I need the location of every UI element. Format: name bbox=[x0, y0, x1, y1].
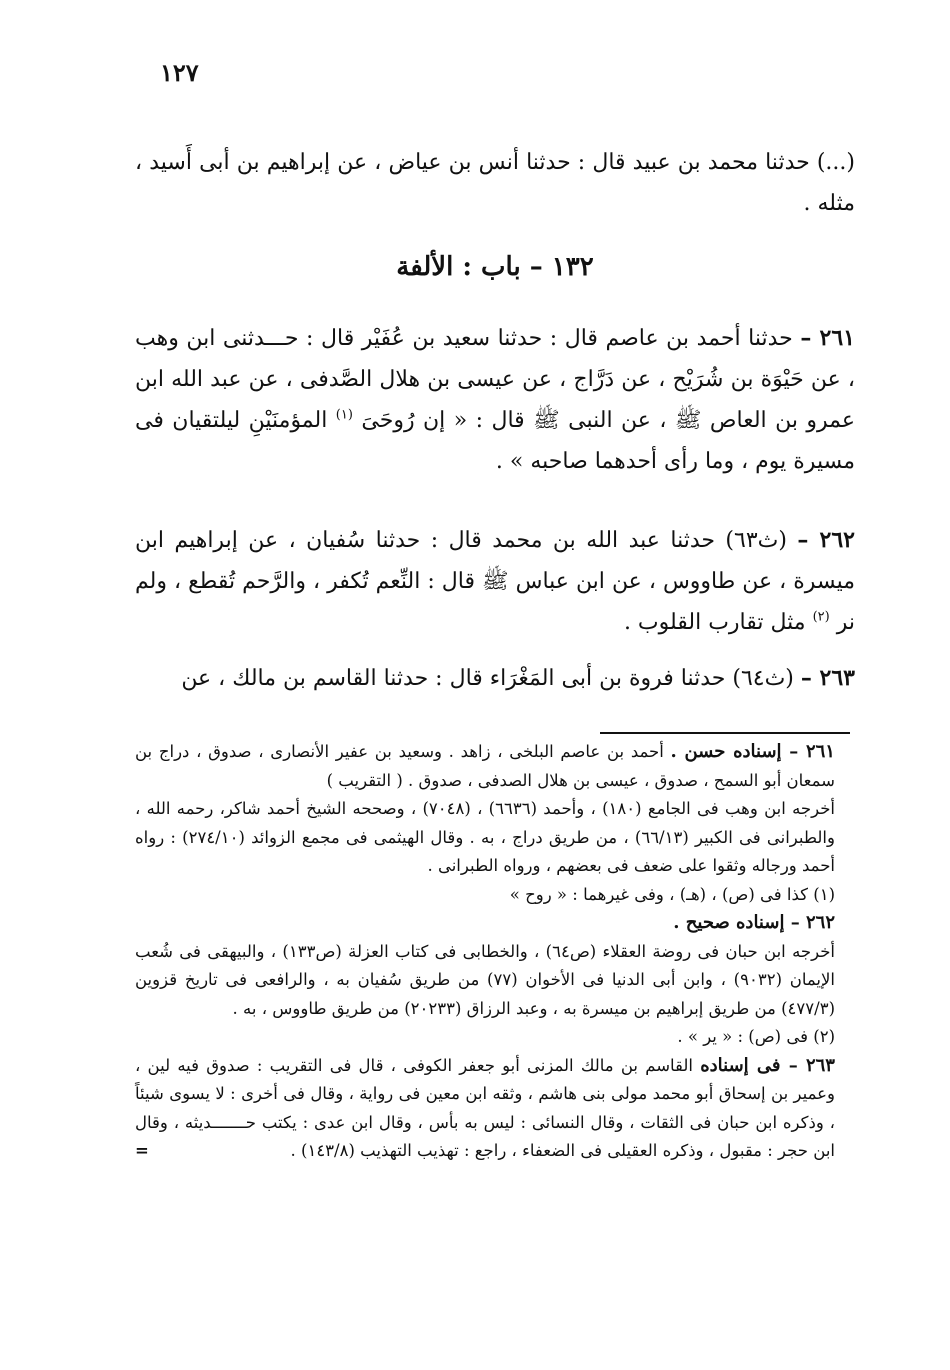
footnote-marker: (٢) bbox=[812, 609, 830, 625]
footnote-marker: (١) bbox=[335, 407, 353, 423]
footnotes bbox=[135, 738, 855, 1166]
hadith-263 bbox=[135, 658, 855, 699]
note-text: أحمد بن عاصم البلخى ، زاهد . وسعيد بن عفير الأنصارى ، صدوق ، دراج بن سمعان أبو السمح ، صدوق ، عيسى بن هلال الصدفى ، صدوق . ( التقريب ) bbox=[135, 742, 835, 790]
continuation-mark: = bbox=[135, 1141, 149, 1160]
note-263 bbox=[135, 1052, 855, 1166]
hadith-number: ٢٦١ – bbox=[800, 325, 855, 351]
hadith-text: (ث٦٤) حدثنا فروة بن أبى المَغْرَاء قال : حدثنا القاسم بن مالك ، عن bbox=[181, 666, 801, 691]
hadith-text: مثل تقارب القلوب . bbox=[623, 610, 813, 635]
note-262-takhrij: أخرجه ابن حبان فى روضة العقلاء (ص٦٤) ، والخطابى فى كتاب العزلة (ص١٣٣) ، والبيهقى فى شُعب الإيمان (٩٠٣٢) ، وابن أبى الدنيا فى الأخوان (٧٧) من طريق سُفيان به ، والرافعى فى تاريخ قزوين (٤٧٧/٣) من طريق إبراهيم بن ميسرة به ، وعبد الرزاق (٢٠٢٣٣) من طريق طاووس ، به . bbox=[135, 941, 835, 1018]
hadith-text: (ث٦٣) حدثنا عبد الله بن محمد قال : حدثنا سُفيان ، عن إبراهيم ابن ميسرة ، عن طاووس ، عن ابن عباس ﷺ قال : النِّعم تُكفر ، والرَّحم تُقطع ، ولم نر bbox=[135, 528, 855, 635]
page-number: ١٢٧ bbox=[160, 58, 199, 87]
footnote-divider bbox=[600, 732, 850, 734]
hadith-text: المؤمنَيْنِ ليلتقيان فى مسيرة يوم ، وما رأى أحدهما صاحبه » . bbox=[135, 408, 855, 474]
footnote-1: (١) كذا فى (ص) ، (هـ) ، وفى غيرهما : « روح » bbox=[509, 884, 835, 904]
footnote-2: (٢) فى (ص) : « ير » . bbox=[677, 1027, 835, 1046]
note-heading: ٢٦١ – إسناده حسن . bbox=[670, 741, 835, 762]
note-262 bbox=[135, 909, 855, 938]
note-261 bbox=[135, 738, 855, 795]
hadith-262 bbox=[135, 520, 855, 643]
note-261-takhrij: أخرجه ابن وهب فى الجامع (١٨٠) ، وأحمد (٦٦٣٦) ، (٧٠٤٨) ، وصححه الشيخ أحمد شاكر، رحمه الله ، والطبرانى فى الكبير (٦٦/١٣) ، من طريق دراج ، به . وقال الهيثمى فى مجمع الزوائد (٢٧٤/١٠) : رواه أحمد ورجاله وثقوا على ضعف فى بعضهم ، ورواه الطبرانى . bbox=[135, 799, 836, 875]
note-text: القاسم بن مالك المزنى أبو جعفر الكوفى ، قال فى التقريب : صدوق فيه لين ، وعمير بن إسحاق أبو محمد مولى بنى هاشم ، وثقه ابن معين فى رواية ، وقال فى أخرى : لا يسوى شيئاً ، وذكره ابن حبان فى الثقات ، وقال النسائى : ليس به بأس ، وقال ابن عدى : يكتب حـــــــديثه ، وقال ابن حجر : مقبول ، وذكره العقيلى فى الضعفاء ، راجع : تهذيب التهذيب (١٤٣/٨) . bbox=[135, 1055, 835, 1160]
hadith-number: ٢٦٢ – bbox=[797, 527, 855, 553]
intro-paragraph: (...) حدثنا محمد بن عبيد قال : حدثنا أنس بن عياض ، عن إبراهيم بن أبى أَسيد ، مثله . bbox=[135, 150, 855, 216]
chapter-title: ١٣٢ – باب : الألفة bbox=[396, 252, 594, 282]
note-heading: ٢٦٣ – فى إسناده bbox=[700, 1054, 835, 1076]
note-heading: ٢٦٢ – إسناده صحيح . bbox=[673, 912, 835, 933]
hadith-261 bbox=[135, 318, 855, 482]
hadith-text: حدثنا أحمد بن عاصم قال : حدثنا سعيد بن عُفَيْر قال : حـــدثنى ابن وهب ، عن حَيْوَة بن شُرَيْح ، عن دَرَّاج ، عن عيسى بن هلال الصَّدفى ، عن عبد الله ابن عمرو بن العاص ﷺ ، عن النبى ﷺ قال : « إن رُوحَىَ bbox=[135, 326, 855, 433]
hadith-number: ٢٦٣ – bbox=[800, 665, 855, 691]
